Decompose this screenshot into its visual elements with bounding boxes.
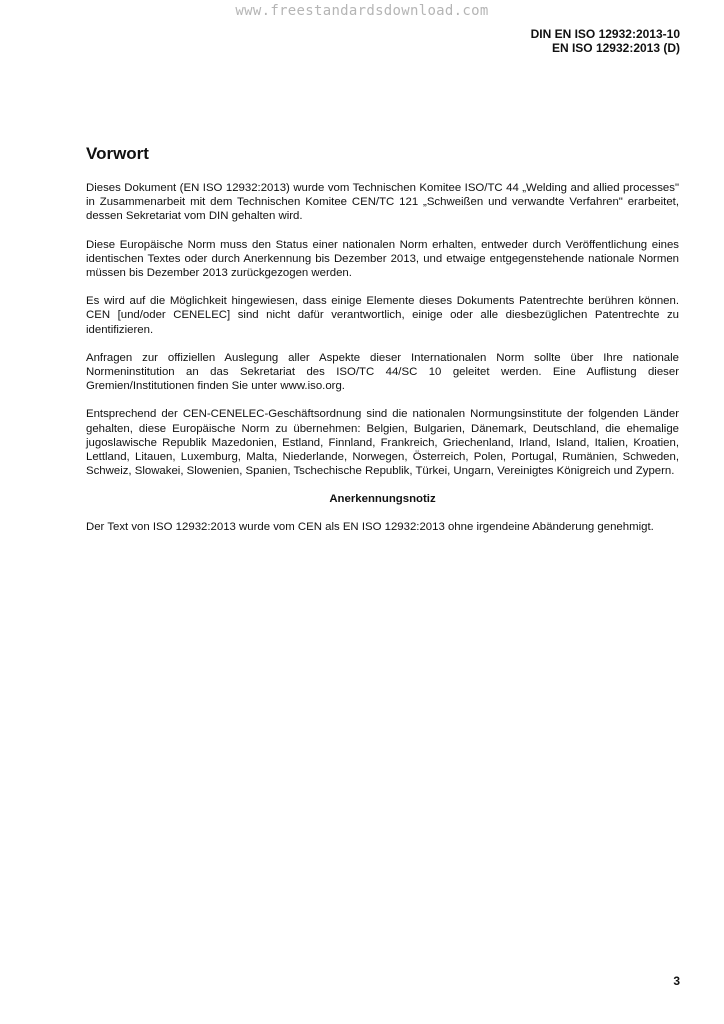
paragraph-patents: Es wird auf die Möglichkeit hingewiesen, dass einige Elemente dieses Dokuments Patentrechte berühren können. CEN [und/oder CENELEC] sind nicht dafür verantwortlich, einige oder alle diesbezüglichen Patentrechte zu identifizieren. xyxy=(86,295,679,336)
document-header xyxy=(531,27,680,55)
paragraph-committee: Dieses Dokument (EN ISO 12932:2013) wurde vom Technischen Komitee ISO/TC 44 „Welding and allied processes" in Zusammenarbeit mit dem Technischen Komitee CEN/TC 121 „Schweißen und verwandte Verfahren" erarbeitet, dessen Sekretariat vom DIN gehalten wird. xyxy=(86,182,679,223)
paragraph-inquiries: Anfragen zur offiziellen Auslegung aller Aspekte dieser Internationalen Norm sollte über Ihre nationale Normeninstitution an das Sekretariat des ISO/TC 44/SC 10 geleitet werden. Eine Auflistung dieser Gremien/Institutionen finden Sie unter www.iso.org. xyxy=(86,351,679,393)
page-number: 3 xyxy=(673,974,680,988)
header-standard-din: DIN EN ISO 12932:2013-10 xyxy=(530,27,680,41)
paragraph-countries: Entsprechend der CEN-CENELEC-Geschäftsordnung sind die nationalen Normungsinstitute der folgenden Länder gehalten, diese Europäische Norm zu übernehmen: Belgien, Bulgarien, Dänemark, Deutschland, die ehemalige jugoslawische Republik Mazedonien, Estland, Finnland, Frankreich, Griechenland, Irland, Island, Italien, Kroatien, Lettland, Litauen, Luxemburg, Malta, Niederlande, Norwegen, Österreich, Polen, Portugal, Rumänien, Schweden, Schweiz, Slowakei, Slowenien, Spanien, Tschechische Republik, Türkei, Ungarn, Vereinigtes Königreich und Zypern. xyxy=(86,408,679,478)
document-body xyxy=(86,144,679,549)
notice-text: Der Text von ISO 12932:2013 wurde vom CEN als EN ISO 12932:2013 ohne irgendeine Abänderung genehmigt. xyxy=(86,521,654,534)
header-standard-en: EN ISO 12932:2013 (D) xyxy=(551,41,680,55)
page-title: Vorwort xyxy=(86,144,149,163)
watermark-text: www.freestandardsdownload.com xyxy=(235,3,489,19)
paragraph-status: Diese Europäische Norm muss den Status einer nationalen Norm erhalten, entweder durch Veröffentlichung eines identischen Textes oder durch Anerkennung bis Dezember 2013, und etwaige entgegenstehende nationale Normen müssen bis Dezember 2013 zurückgezogen werden. xyxy=(86,238,679,280)
notice-heading: Anerkennungsnotiz xyxy=(329,493,436,506)
